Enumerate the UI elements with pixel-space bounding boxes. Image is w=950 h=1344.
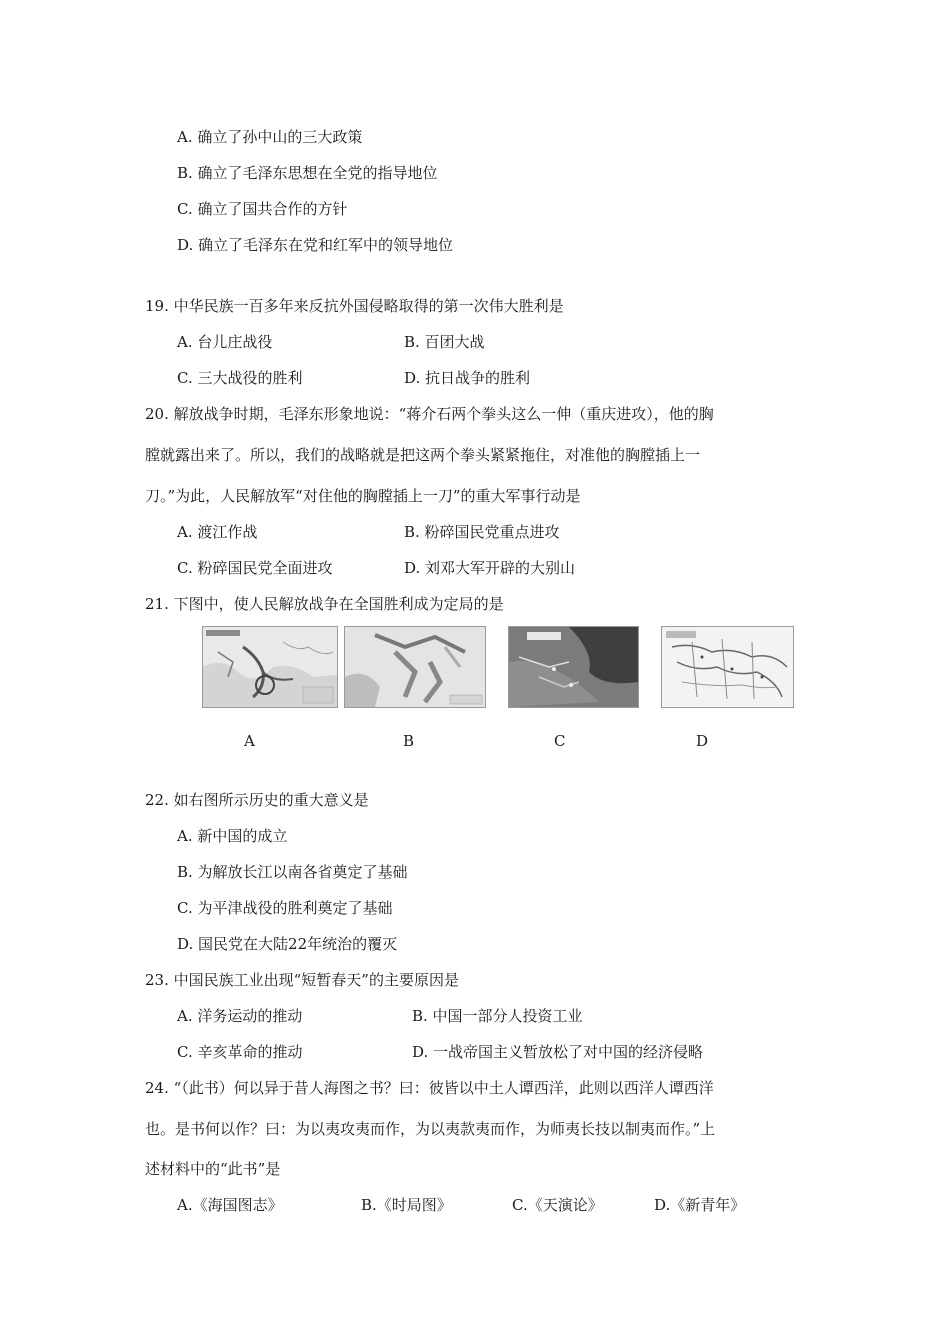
q24-stem-line-1: 24. “（此书）何以异于昔人海图之书？曰：彼皆以中土人谭西洋，此则以西洋人谭西洋 xyxy=(145,1079,714,1097)
map-image-a xyxy=(202,626,338,708)
q19-option-a: A. 台儿庄战役 xyxy=(177,333,273,351)
q22-option-a: A. 新中国的成立 xyxy=(177,827,288,845)
q21-stem: 21. 下图中，使人民解放战争在全国胜利成为定局的是 xyxy=(145,595,504,613)
q19-option-c: C. 三大战役的胜利 xyxy=(177,369,303,387)
q22-option-c: C. 为平津战役的胜利奠定了基础 xyxy=(177,899,393,917)
map-label-a: A xyxy=(244,732,255,750)
map-image-d xyxy=(661,626,794,708)
map-label-b: B xyxy=(403,732,415,750)
q22-option-b: B. 为解放长江以南各省奠定了基础 xyxy=(177,863,408,881)
q20-option-b: B. 粉碎国民党重点进攻 xyxy=(404,523,560,541)
q20-stem-line-3: 刀。”为此，人民解放军“对住他的胸膛插上一刀”的重大军事行动是 xyxy=(145,487,581,505)
q19-option-d: D. 抗日战争的胜利 xyxy=(404,369,531,387)
map-label-c: C xyxy=(554,732,566,750)
q23-option-b: B. 中国一部分人投资工业 xyxy=(412,1007,583,1025)
q24-option-a: A.《海国图志》 xyxy=(177,1196,283,1214)
q20-option-c: C. 粉碎国民党全面进攻 xyxy=(177,559,333,577)
map-label-d: D xyxy=(696,732,709,750)
map-image-b xyxy=(344,626,486,708)
q23-stem: 23. 中国民族工业出现“短暂春天”的主要原因是 xyxy=(145,971,459,989)
q22-stem: 22. 如右图所示历史的重大意义是 xyxy=(145,791,369,809)
q20-stem-line-1: 20. 解放战争时期，毛泽东形象地说：“蒋介石两个拳头这么一伸（重庆进攻），他的胸 xyxy=(145,405,714,423)
q19-stem: 19. 中华民族一百多年来反抗外国侵略取得的第一次伟大胜利是 xyxy=(145,297,564,315)
q24-option-d: D.《新青年》 xyxy=(654,1196,746,1214)
q23-option-a: A. 洋务运动的推动 xyxy=(177,1007,303,1025)
q22-option-d: D. 国民党在大陆22年统治的覆灭 xyxy=(177,935,398,953)
q19-option-b: B. 百团大战 xyxy=(404,333,485,351)
q24-stem-line-3: 述材料中的“此书”是 xyxy=(145,1160,281,1178)
q18-option-a: A. 确立了孙中山的三大政策 xyxy=(177,128,363,146)
map-image-c xyxy=(508,626,639,708)
q18-option-b: B. 确立了毛泽东思想在全党的指导地位 xyxy=(177,164,438,182)
q24-option-c: C.《天演论》 xyxy=(512,1196,603,1214)
q23-option-d: D. 一战帝国主义暂放松了对中国的经济侵略 xyxy=(412,1043,704,1061)
q24-stem-line-2: 也。是书何以作？曰：为以夷攻夷而作，为以夷款夷而作，为师夷长技以制夷而作。”上 xyxy=(145,1120,716,1138)
q23-option-c: C. 辛亥革命的推动 xyxy=(177,1043,303,1061)
q20-stem-line-2: 膛就露出来了。所以，我们的战略就是把这两个拳头紧紧拖住，对准他的胸膛插上一 xyxy=(145,446,701,464)
q18-option-d: D. 确立了毛泽东在党和红军中的领导地位 xyxy=(177,236,454,254)
q20-option-d: D. 刘邓大军开辟的大别山 xyxy=(404,559,576,577)
q24-option-b: B.《时局图》 xyxy=(361,1196,452,1214)
q18-option-c: C. 确立了国共合作的方针 xyxy=(177,200,348,218)
q20-option-a: A. 渡江作战 xyxy=(177,523,258,541)
